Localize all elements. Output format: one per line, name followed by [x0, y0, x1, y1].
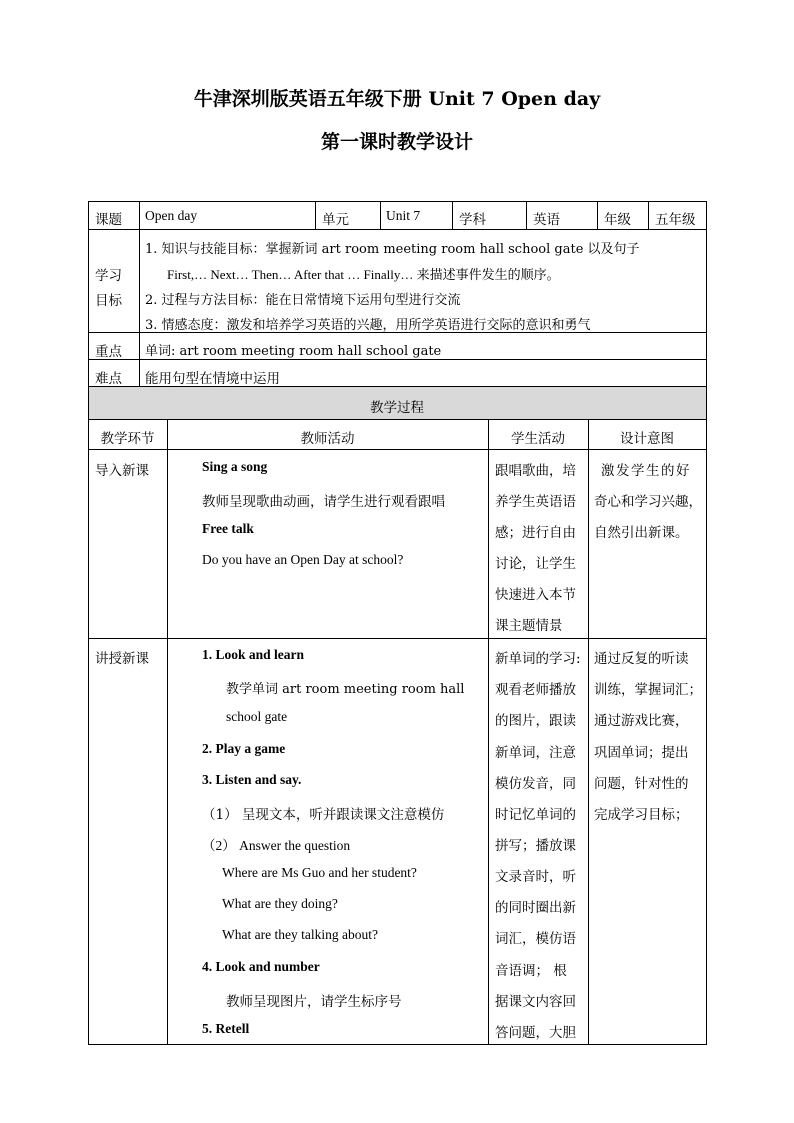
col-teacher: 教师活动	[300, 431, 355, 447]
col-student: 学生活动	[511, 431, 565, 447]
teacher-activity: 教师呈现图片，请学生标序号	[226, 994, 402, 1010]
student-activity: 快速进入本节	[495, 587, 576, 603]
design-intent: 训练，掌握词汇；	[594, 682, 702, 698]
teacher-activity: Sing a song	[202, 459, 268, 474]
design-intent: 问题，针对性的	[594, 776, 689, 792]
topic-label: 课题	[95, 212, 122, 228]
goals-label-2: 目标	[95, 293, 122, 309]
document-subtitle: 第一课时教学设计	[320, 131, 473, 153]
stage-intro: 导入新课	[95, 463, 149, 479]
grade-value: 五年级	[655, 212, 696, 228]
design-intent: 通过游戏比赛，	[594, 713, 689, 729]
student-activity: 文录音时，听	[495, 869, 576, 885]
goal-item: 2. 过程与方法目标：能在日常情境下运用句型进行交流	[145, 293, 461, 308]
teacher-activity: What are they doing?	[222, 896, 338, 911]
student-activity: 感；进行自由	[495, 525, 576, 541]
process-header: 教学过程	[370, 400, 424, 416]
student-activity: 据课文内容回	[495, 994, 576, 1010]
difficulty-text: 能用句型在情境中运用	[145, 371, 280, 387]
goal-item: First,… Next… Then… After that … Finally… 来描述事件发生的顺序。	[167, 267, 560, 282]
student-activity: 词汇，模仿语	[495, 931, 576, 947]
student-activity: 的图片，跟读	[495, 713, 576, 729]
unit-label: 单元	[322, 212, 349, 228]
student-activity: 新单词的学习:	[495, 651, 581, 667]
student-activity: 新单词，注意	[495, 745, 576, 761]
goals-label-1: 学习	[95, 268, 122, 284]
student-activity: 音语调； 根	[495, 963, 567, 979]
student-activity: 拼写；播放课	[495, 838, 576, 854]
teacher-activity: 4. Look and number	[202, 959, 320, 974]
teacher-activity: 1. Look and learn	[202, 647, 305, 662]
design-intent: 通过反复的听读	[594, 651, 689, 667]
teacher-activity: （1） 呈现文本，听并跟读课文注意模仿	[202, 807, 445, 823]
teacher-activity: Where are Ms Guo and her student?	[222, 865, 417, 880]
key-text: 单词: art room meeting room hall school gate	[145, 344, 442, 359]
teacher-activity: Free talk	[202, 521, 254, 536]
col-stage: 教学环节	[100, 431, 155, 447]
teacher-activity: 3. Listen and say.	[202, 772, 302, 787]
teacher-activity: （2） Answer the question	[202, 838, 351, 853]
goal-item: 1. 知识与技能目标：掌握新词 art room meeting room hall school gate 以及句子	[145, 242, 640, 257]
teacher-activity: 2. Play a game	[202, 741, 286, 756]
stage-new: 讲授新课	[95, 651, 149, 667]
student-activity: 跟唱歌曲，培	[495, 463, 576, 479]
subject-value: 英语	[533, 212, 560, 228]
teacher-activity: 教师呈现歌曲动画，请学生进行观看跟唱	[202, 494, 445, 510]
document-title: 牛津深圳版英语五年级下册 Unit 7 Open day	[193, 88, 601, 110]
key-label: 重点	[95, 344, 122, 360]
unit-value: Unit 7	[386, 208, 421, 223]
goal-item: 3. 情感态度：激发和培养学习英语的兴趣，用所学英语进行交际的意识和勇气	[145, 318, 591, 333]
teacher-activity: Do you have an Open Day at school?	[202, 552, 404, 567]
student-activity: 模仿发音，同	[495, 776, 576, 792]
design-intent: 完成学习目标；	[594, 807, 689, 823]
teacher-activity: school gate	[226, 709, 288, 724]
design-intent: 激发学生的好	[601, 463, 691, 479]
topic-value: Open day	[145, 208, 198, 223]
subject-label: 学科	[459, 212, 486, 228]
student-activity: 课主题情景	[495, 618, 563, 634]
col-intent: 设计意图	[620, 431, 674, 447]
student-activity: 讨论，让学生	[495, 556, 576, 572]
grade-label: 年级	[604, 212, 631, 228]
teacher-activity: 教学单词 art room meeting room hall	[226, 682, 465, 697]
design-intent: 自然引出新课。	[594, 525, 689, 541]
student-activity: 答问题，大胆	[495, 1025, 576, 1041]
student-activity: 的同时圈出新	[495, 900, 576, 916]
teacher-activity: 5. Retell	[202, 1021, 250, 1036]
difficulty-label: 难点	[95, 371, 122, 387]
student-activity: 观看老师播放	[495, 682, 576, 698]
student-activity: 养学生英语语	[495, 494, 576, 510]
design-intent: 巩固单词；提出	[594, 745, 689, 761]
student-activity: 时记忆单词的	[495, 807, 576, 823]
design-intent: 奇心和学习兴趣，	[594, 494, 702, 510]
teacher-activity: What are they talking about?	[222, 927, 378, 942]
